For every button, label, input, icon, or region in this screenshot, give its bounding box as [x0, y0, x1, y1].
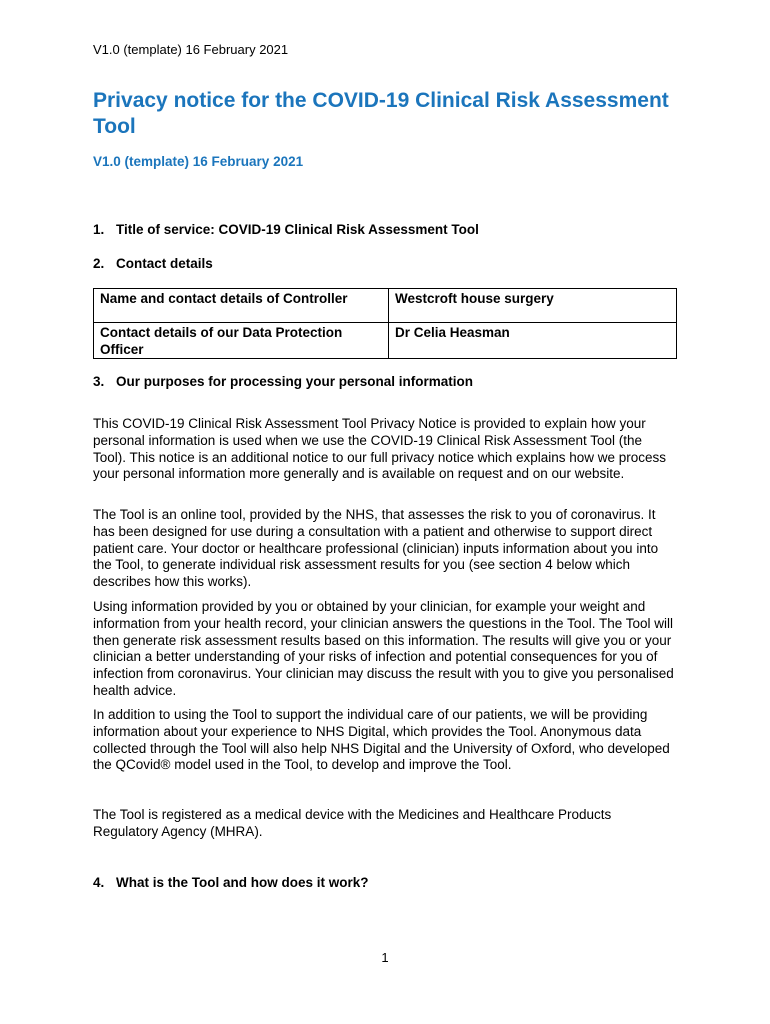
controller-value: Westcroft house surgery [389, 289, 677, 323]
page-number: 1 [381, 950, 389, 965]
section-heading-3 [93, 374, 473, 389]
section-title: Our purposes for processing your personal information [116, 374, 474, 389]
section-heading-4 [93, 875, 369, 890]
section-heading-1 [93, 222, 479, 237]
body-paragraph: The Tool is registered as a medical device with the Medicines and Healthcare Products Regulatory Agency (MHRA). [93, 807, 612, 839]
section-heading-2 [93, 256, 213, 271]
body-paragraph: This COVID-19 Clinical Risk Assessment Tool Privacy Notice is provided to explain how your personal information is used when we use the COVID-19 Clinical Risk Assessment Tool (the Tool). This notice is an additional notice to our full privacy notice which explains how we process your personal information more generally and is available on request and on our website. [93, 416, 667, 482]
controller-label: Name and contact details of Controller [94, 289, 389, 323]
contact-details-table [93, 288, 677, 359]
section-number: 2. [93, 256, 105, 271]
table-row [94, 289, 677, 323]
document-title: Privacy notice for the COVID-19 Clinical Risk Assessment Tool [93, 89, 669, 138]
body-paragraph: The Tool is an online tool, provided by the NHS, that assesses the risk to you of coronavirus. It has been designed for use during a consultation with a patient and otherwise to support direct patient care. Your doctor or healthcare professional (clinician) inputs information about you into the Tool, to generate individual risk assessment results for you (see section 4 below which describes how this works). [93, 507, 659, 590]
dpo-value: Dr Celia Heasman [389, 323, 677, 359]
dpo-label: Contact details of our Data Protection Officer [94, 323, 389, 359]
section-number: 1. [93, 222, 105, 237]
section-title: What is the Tool and how does it work? [116, 875, 369, 890]
body-paragraph: Using information provided by you or obtained by your clinician, for example your weight and information from your health record, your clinician answers the questions in the Tool. The Tool will then generate risk assessment results based on this information. The results will give you or your clinician a better understanding of your risks of infection and potential consequences for you of infection from coronavirus. Your clinician may discuss the result with you to give you personalised health advice. [93, 599, 674, 698]
section-title: Contact details [116, 256, 213, 271]
section-number: 4. [93, 875, 105, 890]
table-row [94, 323, 677, 359]
document-version: V1.0 (template) 16 February 2021 [93, 154, 304, 169]
section-title: Title of service: COVID-19 Clinical Risk Assessment Tool [116, 222, 479, 237]
section-number: 3. [93, 374, 105, 389]
running-header: V1.0 (template) 16 February 2021 [93, 42, 289, 57]
body-paragraph: In addition to using the Tool to support the individual care of our patients, we will be providing information about your experience to NHS Digital, which provides the Tool. Anonymous data collected through the Tool will also help NHS Digital and the University of Oxford, who developed the QCovid® model used in the Tool, to develop and improve the Tool. [93, 707, 670, 773]
